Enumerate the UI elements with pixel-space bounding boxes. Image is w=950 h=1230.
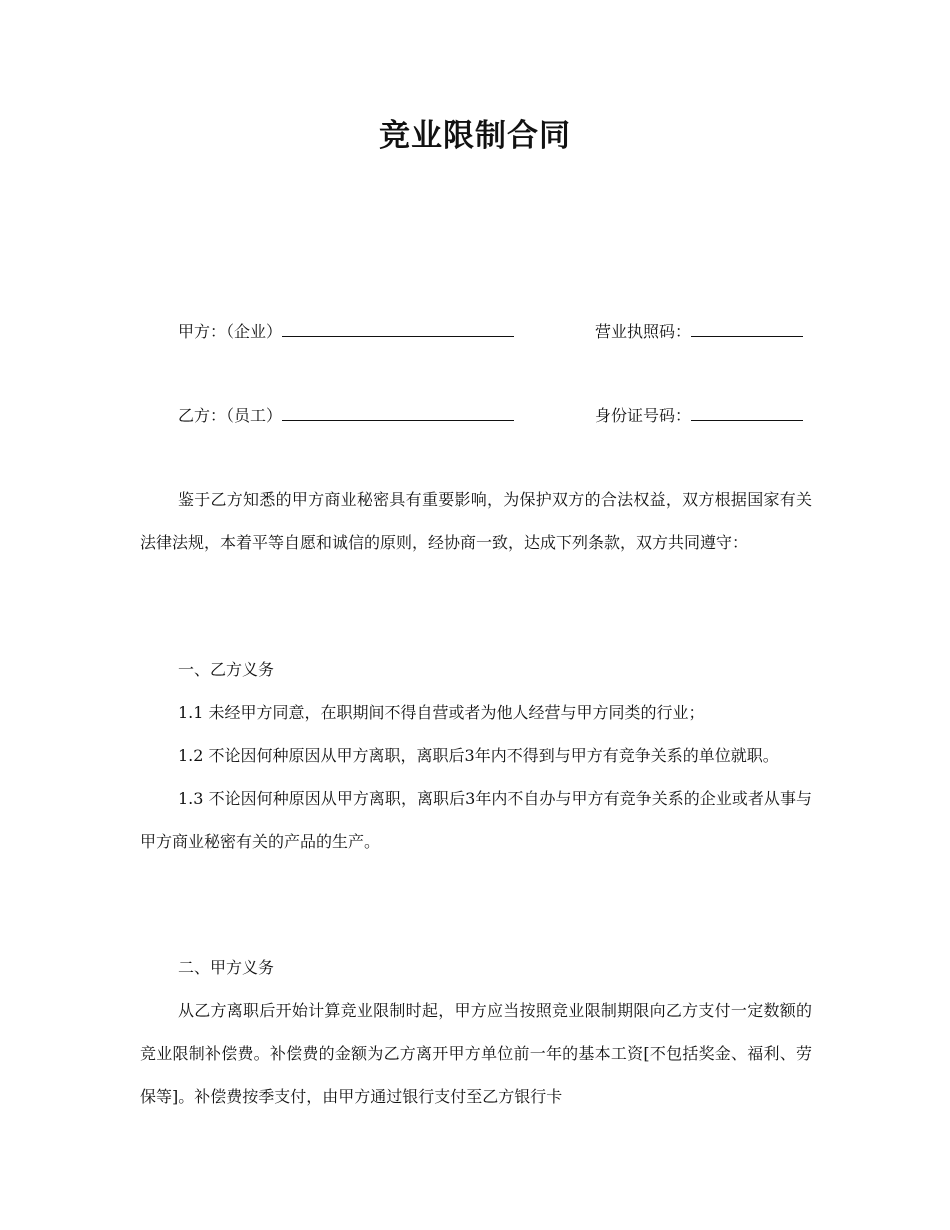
clause-1-3: 1.3 不论因何种原因从甲方离职，离职后3年内不自办与甲方有竞争关系的企业或者从事与甲方商业秘密有关的产品的生产。 [140, 789, 812, 851]
party-b-field [178, 404, 514, 427]
party-a-label: 甲方：（企业） [178, 322, 283, 341]
section-2-heading: 二、甲方义务 [178, 958, 275, 977]
section-1 [140, 648, 812, 863]
party-b-label: 乙方：（员工） [178, 406, 283, 425]
section-2 [140, 946, 812, 1118]
id-blank[interactable] [691, 404, 803, 421]
license-label: 营业执照码： [595, 322, 692, 341]
license-blank[interactable] [691, 320, 803, 337]
license-field [595, 320, 803, 343]
party-a-blank[interactable] [282, 320, 514, 337]
preamble-paragraph: 鉴于乙方知悉的甲方商业秘密具有重要影响，为保护双方的合法权益，双方根据国家有关法律法规，本着平等自愿和诚信的原则，经协商一致，达成下列条款，双方共同遵守： [140, 490, 812, 552]
preamble-block [140, 478, 812, 564]
clause-1-2: 1.2 不论因何种原因从甲方离职，离职后3年内不得到与甲方有竞争关系的单位就职。 [178, 746, 779, 765]
section-1-heading: 一、乙方义务 [178, 660, 275, 679]
party-a-field [178, 320, 514, 343]
id-field [595, 404, 803, 427]
section-2-paragraph: 从乙方离职后开始计算竞业限制时起，甲方应当按照竞业限制期限向乙方支付一定数额的竞业限制补偿费。补偿费的金额为乙方离开甲方单位前一年的基本工资[不包括奖金、福利、劳保等]。补偿费按季支付，由甲方通过银行支付至乙方银行卡 [140, 1001, 812, 1106]
party-b-blank[interactable] [282, 404, 514, 421]
id-label: 身份证号码： [595, 406, 692, 425]
clause-1-1: 1.1 未经甲方同意，在职期间不得自营或者为他人经营与甲方同类的行业； [178, 703, 705, 722]
document-title: 竞业限制合同 [379, 118, 571, 154]
